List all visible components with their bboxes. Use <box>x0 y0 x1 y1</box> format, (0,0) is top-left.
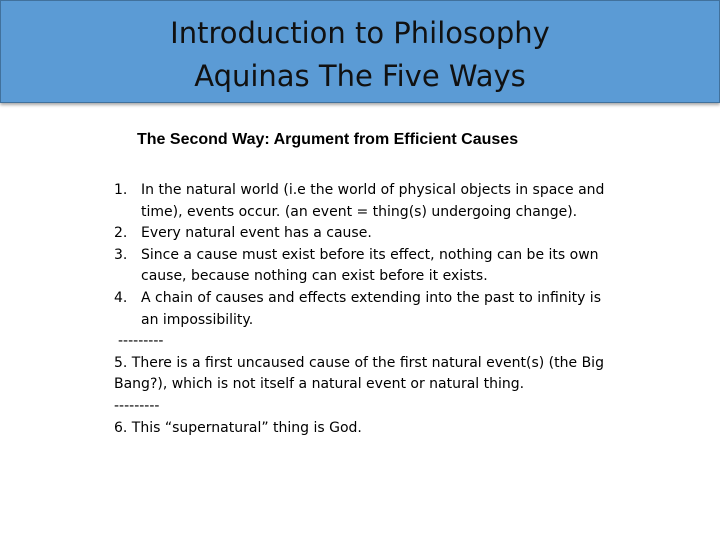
list-item-number: 2. <box>114 225 128 242</box>
slide-title-line-1: Introduction to Philosophy <box>170 16 550 50</box>
list-item <box>114 180 614 223</box>
list-item <box>114 288 614 331</box>
list-item <box>114 245 614 288</box>
separator: --------- <box>114 397 160 414</box>
list-item <box>114 223 614 245</box>
title-banner <box>0 0 720 103</box>
list-item-text: In the natural world (i.e the world of physical objects in space and time), events occur. (an event = thing(s) undergoing change). <box>141 182 605 220</box>
list-item-text: Every natural event has a cause. <box>141 225 372 242</box>
conclusion-item: 5. There is a first uncaused cause of the first natural event(s) (the Big Bang?), which is not itself a natural event or natural thing. <box>114 354 604 393</box>
list-item-text: A chain of causes and effects extending into the past to infinity is an impossibility. <box>141 289 601 328</box>
list-item-number: 1. <box>114 182 128 198</box>
list-item-text: Since a cause must exist before its effect, nothing can be its own cause, because nothing can exist before it exists. <box>141 246 599 285</box>
separator: --------- <box>118 333 164 350</box>
argument-body <box>114 180 614 439</box>
list-item-number: 3. <box>114 246 128 263</box>
conclusion-item: 6. This “supernatural” thing is God. <box>114 419 362 436</box>
slide-subtitle: The Second Way: Argument from Efficient Causes <box>137 131 519 148</box>
slide-title-line-2: Aquinas The Five Ways <box>194 59 526 93</box>
list-item-number: 4. <box>114 289 128 306</box>
